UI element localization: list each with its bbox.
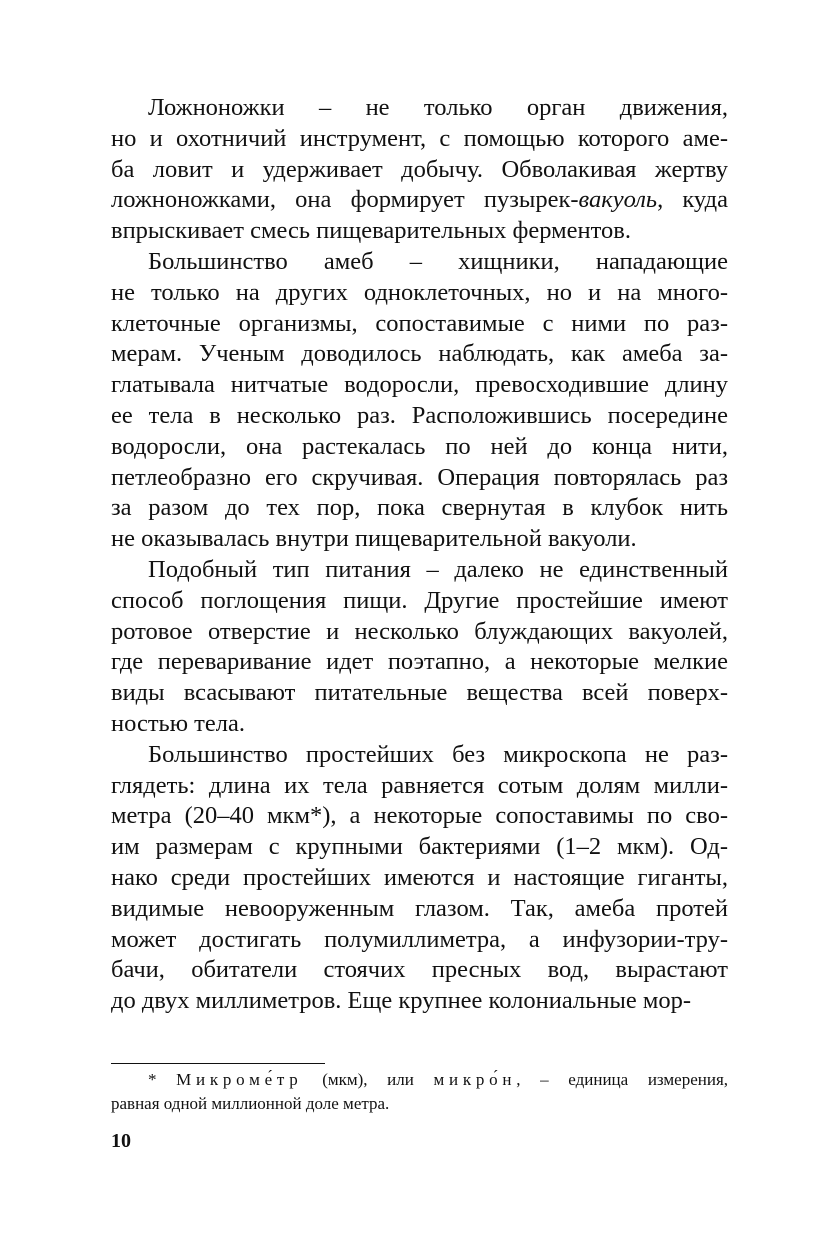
text-line: до двух миллиметров. Еще крупнее колониальные мор- [111,987,692,1015]
footnote [111,1068,728,1116]
text-line: Ложноножки – не только орган движения, [148,94,728,121]
text-line: глядеть: длина их тела равняется сотым долям милли- [111,771,728,799]
main-text [111,93,728,1017]
text-line: ее тела в несколько раз. Расположившись посередине [111,401,728,429]
footnote-marker: * [148,1070,177,1089]
paragraph [111,555,728,740]
text-line: метра (20–40 мкм*), а некоторые сопоставимы по сво- [111,802,728,830]
text-line: клеточные организмы, сопоставимые с ними по раз- [111,309,728,337]
footnote-divider [111,1063,325,1064]
footnote-text: (мкм), или [302,1070,434,1089]
text-segment: ложноножками, она формирует пузырек- [111,186,579,214]
text-line: но и охотничий инструмент, с помощью которого аме- [111,124,728,152]
text-line: петлеобразно его скручивая. Операция повторялась раз [111,463,728,491]
text-line: им размерам с крупными бактериями (1–2 мкм). Од- [111,833,728,861]
text-line: Подобный тип питания – далеко не единственный [148,555,728,583]
text-line: мерам. Ученым доводилось наблюдать, как амеба за- [111,340,728,368]
text-line: глатывала нитчатые водоросли, превосходившие длину [111,371,728,399]
text-line: ротовое отверстие и несколько блуждающих вакуолей, [111,617,728,645]
text-line [111,185,728,216]
footnote-text: , – единица измерения, [516,1070,729,1089]
text-line: водоросли, она растекалась по ней до конца нити, [111,432,728,460]
paragraph [111,247,728,555]
text-line: нако среди простейших имеются и настоящие гиганты, [111,863,728,891]
text-line: не оказывалась внутри пищеварительной вакуоли. [111,525,637,553]
text-line: впрыскивает смесь пищеварительных ферментов. [111,217,631,245]
text-line: за разом до тех пор, пока свернутая в клубок нить [111,494,728,522]
paragraph [111,740,728,1017]
text-line: Большинство амеб – хищники, нападающие [148,247,728,275]
italic-term: вакуоль [578,186,658,214]
footnote-line: равная одной миллионной доле метра. [111,1094,390,1113]
text-line: ба ловит и удерживает добычу. Обволакивая жертву [111,155,728,183]
text-segment: , куда [657,186,728,214]
text-line: виды всасывают питательные вещества всей поверх- [111,679,728,707]
footnote-term: Микроме́тр [176,1070,303,1089]
text-line: ностью тела. [111,709,245,737]
text-line: бачи, обитатели стоячих пресных вод, вырастают [111,956,728,984]
page-number: 10 [111,1130,131,1152]
text-line: где переваривание идет поэтапно, а некоторые мелкие [111,648,728,676]
text-line: способ поглощения пищи. Другие простейшие имеют [111,586,728,614]
footnote-term: микро́н [433,1070,517,1089]
footnote-line [111,1068,728,1092]
paragraph [111,93,728,247]
text-line: видимые невооруженным глазом. Так, амеба протей [111,894,728,922]
text-line: не только на других одноклеточных, но и на много- [111,278,728,306]
text-line: Большинство простейших без микроскопа не раз- [148,740,728,768]
text-line: может достигать полумиллиметра, а инфузории-тру- [111,925,728,953]
